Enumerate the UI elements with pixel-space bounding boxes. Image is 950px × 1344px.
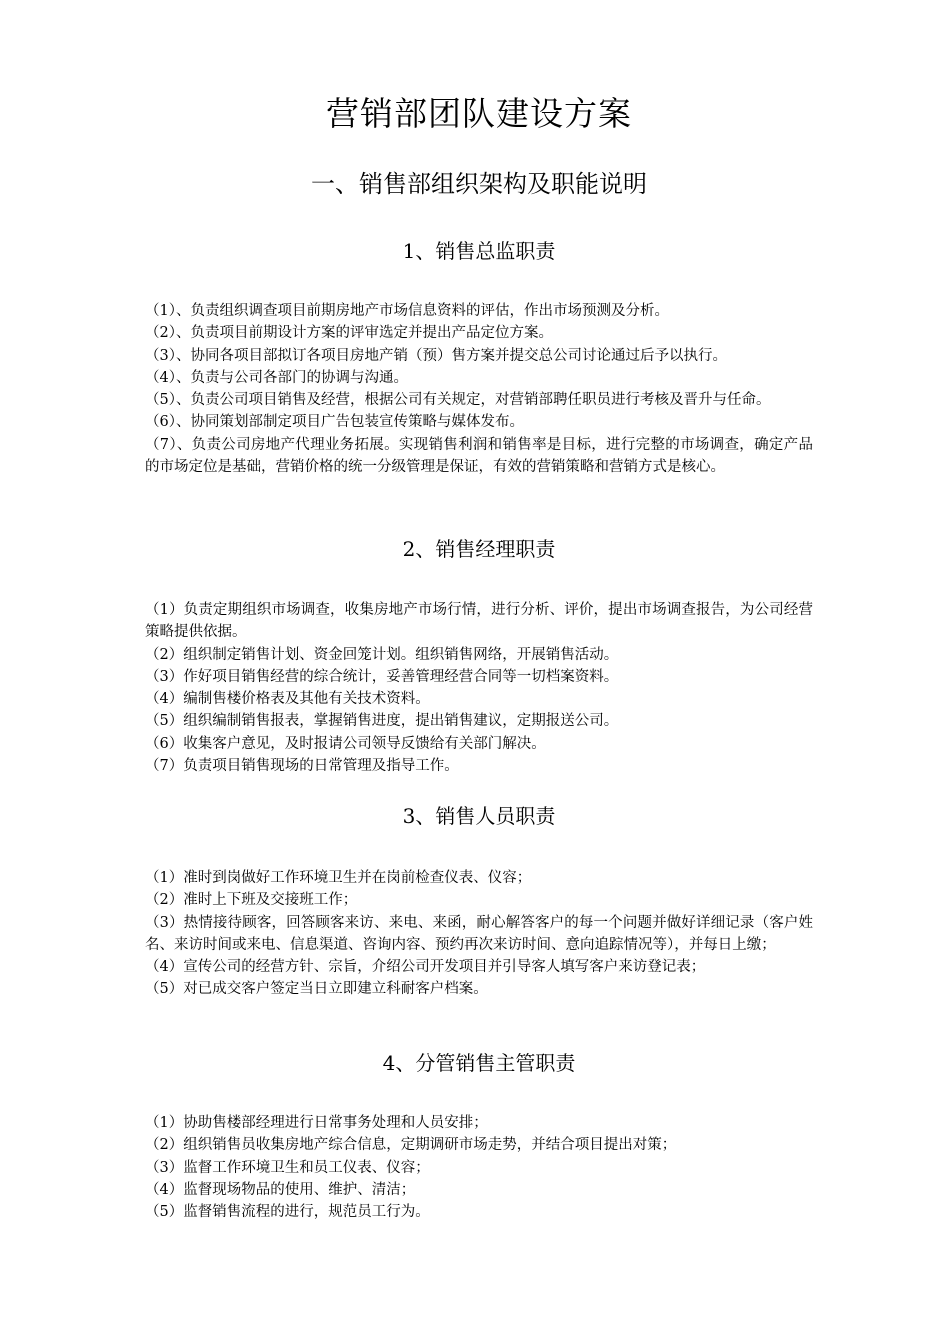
duty-item: （3）、协同各项目部拟订各项目房地产销（预）售方案并提交总公司讨论通过后予以执行。 — [145, 347, 727, 364]
duty-list — [145, 599, 813, 777]
section-sales-staff — [145, 801, 813, 1001]
duty-item: （4）、负责与公司各部门的协调与沟通。 — [145, 369, 408, 386]
section-sales-director — [145, 236, 813, 478]
duty-item: （4）监督现场物品的使用、维护、清洁； — [145, 1181, 416, 1198]
duty-item: （5）监督销售流程的进行，规范员工行为。 — [145, 1204, 430, 1221]
duty-item: （7）、负责公司房地产代理业务拓展。实现销售利润和销售率是目标，进行完整的市场调查，确定产品的市场定位是基础，营销价格的统一分级管理是保证，有效的营销策略和营销方式是核心。 — [145, 436, 813, 476]
section-sales-supervisor — [145, 1048, 813, 1223]
duty-item: （6）、协同策划部制定项目广告包装宣传策略与媒体发布。 — [145, 414, 524, 431]
duty-item: （3）作好项目销售经营的综合统计，妥善管理经营合同等一切档案资料。 — [145, 668, 619, 685]
duty-item: （3）热情接待顾客，回答顾客来访、来电、来函，耐心解答客户的每一个问题并做好详细记录（客户姓名、来访时间或来电、信息渠道、咨询内容、预约再次来访时间、意向追踪情况等），并每日上缴； — [145, 914, 813, 953]
duty-item: （4）宣传公司的经营方针、宗旨，介绍公司开发项目并引导客人填写客户来访登记表； — [145, 959, 706, 976]
section-title: 2、销售经理职责 — [402, 537, 556, 561]
document-title: 营销部团队建设方案 — [326, 94, 632, 133]
duty-item: （4）编制售楼价格表及其他有关技术资料。 — [145, 691, 430, 708]
section-sales-manager — [145, 534, 813, 777]
section-title: 3、销售人员职责 — [402, 804, 556, 828]
duty-item: （5）组织编制销售报表，掌握销售进度，提出销售建议，定期报送公司。 — [145, 713, 619, 730]
duty-item: （1）、负责组织调查项目前期房地产市场信息资料的评估，作出市场预测及分析。 — [145, 303, 669, 319]
duty-item: （7）负责项目销售现场的日常管理及指导工作。 — [145, 758, 459, 775]
duty-item: （2）准时上下班及交接班工作； — [145, 892, 358, 909]
duty-item: （6）收集客户意见，及时报请公司领导反馈给有关部门解决。 — [145, 735, 546, 752]
duty-list — [145, 867, 813, 1001]
section-title: 1、销售总监职责 — [402, 239, 556, 263]
chapter-title: 一、销售部组织架构及职能说明 — [311, 170, 647, 198]
duty-item: （2）组织制定销售计划、资金回笼计划。组织销售网络，开展销售活动。 — [145, 646, 619, 663]
duty-item: （5）、负责公司项目销售及经营，根据公司有关规定，对营销部聘任职员进行考核及晋升与任命。 — [145, 392, 771, 409]
duty-item: （5）对已成交客户签定当日立即建立科耐客户档案。 — [145, 981, 488, 998]
duty-item: （2）、负责项目前期设计方案的评审选定并提出产品定位方案。 — [145, 325, 553, 342]
duty-item: （1）协助售楼部经理进行日常事务处理和人员安排； — [145, 1115, 488, 1131]
section-title: 4、分管销售主管职责 — [382, 1051, 576, 1075]
duty-list — [145, 1112, 813, 1223]
duty-item: （1）准时到岗做好工作环境卫生并在岗前检查仪表、仪容； — [145, 870, 532, 886]
duty-item: （3）监督工作环境卫生和员工仪表、仪容； — [145, 1159, 430, 1176]
duty-item: （1）负责定期组织市场调查，收集房地产市场行情，进行分析、评价，提出市场调查报告，为公司经营策略提供依据。 — [145, 602, 813, 641]
duty-item: （2）组织销售员收集房地产综合信息，定期调研市场走势，并结合项目提出对策； — [145, 1137, 677, 1154]
duty-list — [145, 300, 813, 478]
